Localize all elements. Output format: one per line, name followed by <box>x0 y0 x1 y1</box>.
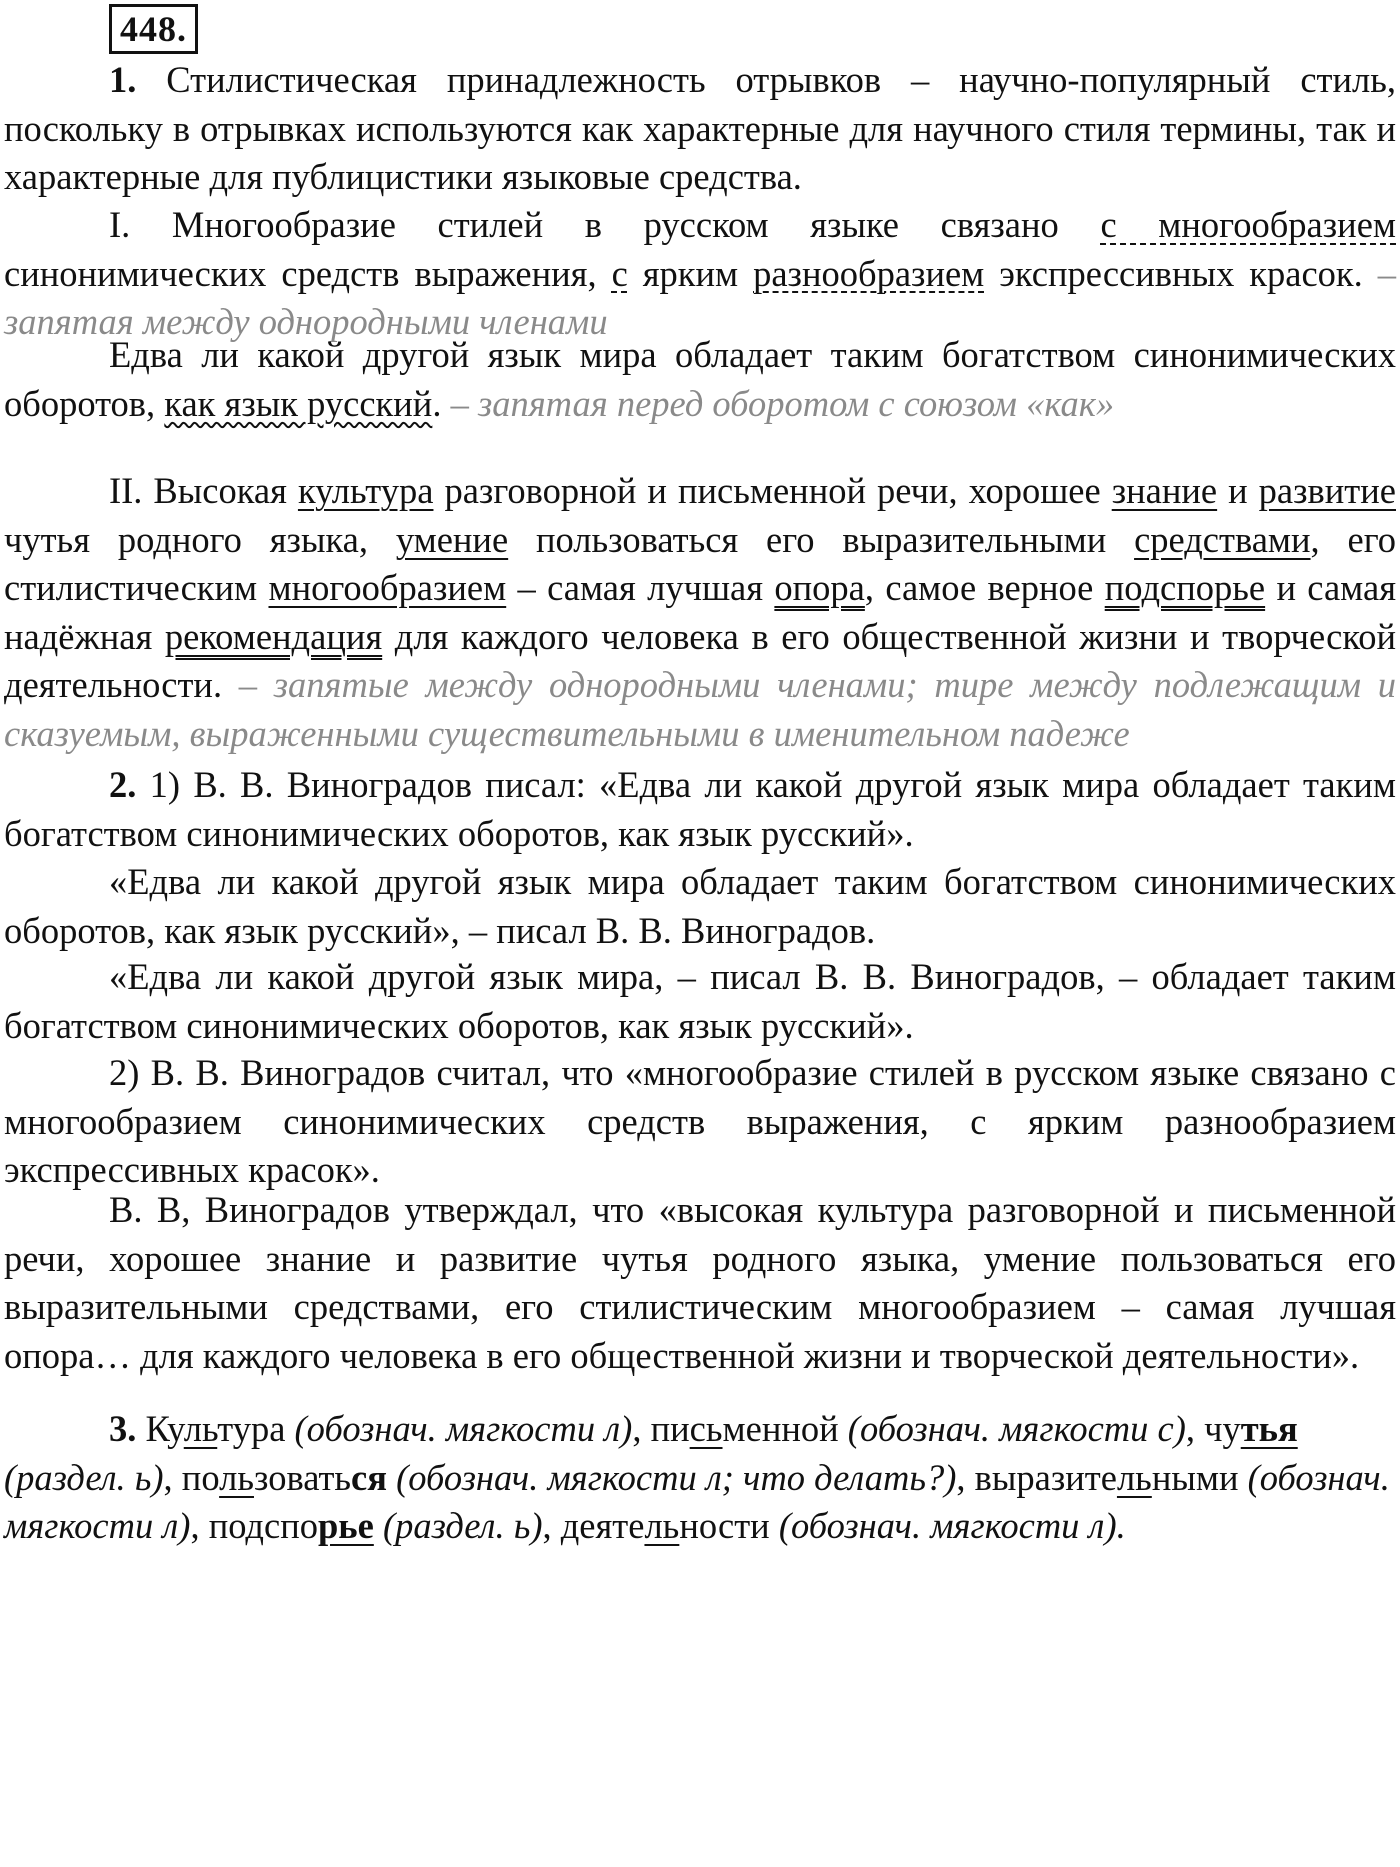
text-run: , пи <box>632 1408 690 1449</box>
text-run: пользоваться его выразительными <box>508 518 1135 560</box>
text-run <box>374 1505 383 1546</box>
object-underlined: с многообразием <box>1100 204 1396 245</box>
text-run: ными <box>1151 1456 1248 1498</box>
text-run: , выразите <box>956 1456 1117 1498</box>
text-run: чутья родного языка, <box>4 518 396 560</box>
text-run: , его стилистическим <box>4 518 1397 608</box>
paragraph-7: «Едва ли какой другой язык мира, – писал В. В. Виноградов, – обладает таким богатством синонимических оборотов, как язык русский». <box>4 956 1396 1046</box>
paragraph-1-text: Стилистическая принадлежность отрывков – научно-популярный стиль, поскольку в отрывках используются как характерные для научного стиля термины, так и характерные для публицистики языковые средства. <box>4 59 1396 197</box>
italic-note: (обознач. мягкости л). <box>778 1505 1126 1546</box>
paragraph-9: В. В, Виноградов утверждал, что «высокая культура разговорной и письменной речи, хорошее знание и развитие чутья родного языка, умение пользоваться его выразительными средствами, его стилистическим многообразием – самая лучшая опора… для каждого человека в его общественной жизни и творческой деятельности». <box>4 1189 1396 1376</box>
text-run: II. Высокая <box>109 470 298 511</box>
paragraph-3 <box>4 331 1396 428</box>
text-run: , по <box>163 1456 220 1498</box>
paragraph-4 <box>4 467 1396 758</box>
italic-note: (обознач. мягкости л) <box>294 1408 633 1449</box>
text-run: менной <box>722 1408 848 1449</box>
italic-note: (раздел. ь) <box>4 1456 164 1498</box>
subject-underlined: умение <box>395 518 509 560</box>
text-run <box>387 1457 396 1498</box>
adverbial-underlined: как язык русский <box>164 382 433 424</box>
subject-underlined: культура <box>297 470 434 511</box>
text-run: , самое верное <box>864 567 1105 608</box>
text-run: . <box>432 382 442 424</box>
marked-letters: рье <box>318 1505 374 1546</box>
marked-letters: ль <box>1116 1456 1152 1498</box>
task-number-3: 3. <box>109 1408 137 1449</box>
grey-comment: – запятая перед оборотом с союзом «как» <box>441 382 1115 424</box>
predicate-underlined: рекомендация <box>164 615 383 657</box>
paragraph-8: 2) В. В. Виноградов считал, что «многообразие стилей в русском языке связано с многообразием синонимических средств выражения, с ярким разнообразием экспрессивных красок». <box>4 1052 1396 1190</box>
text-run: для каждого человека в его общественной жизни и творческой деятельности. <box>4 615 1397 705</box>
task-number-2: 2. <box>109 764 137 805</box>
text-run: зовать <box>253 1456 352 1498</box>
exercise-number: 448. <box>109 4 198 54</box>
italic-note: (обознач. мягкости л) <box>4 1456 1390 1546</box>
marked-letters: тья <box>1240 1408 1298 1449</box>
object-underlined: разнообразием <box>753 252 985 294</box>
grey-comment: – запятая между однородными членами <box>4 252 1396 342</box>
italic-note: (обознач. мягкости л; что делать?) <box>396 1456 957 1498</box>
italic-note: (раздел. ь) <box>382 1505 543 1546</box>
text-run: экспрессивных красок. <box>984 252 1363 294</box>
text-run: тура <box>217 1408 295 1449</box>
paragraph-1 <box>4 56 1396 202</box>
grey-comment: – запятые между однородными членами; тире между подлежащим и сказуемым, выраженными существительными в именительном падеже <box>4 664 1396 754</box>
text-run: – самая лучшая <box>506 567 775 608</box>
subject-underlined: многообразием <box>268 567 507 608</box>
marked-letters: ль <box>219 1456 254 1498</box>
italic-note: (обознач. мягкости с) <box>847 1408 1186 1449</box>
task-number-1: 1. <box>109 59 137 100</box>
text-run: разговорной и письменной речи, хорошее <box>433 470 1112 511</box>
marked-letters: ль <box>644 1505 680 1546</box>
paragraph-10 <box>4 1405 1396 1551</box>
subject-underlined: развитие <box>1258 470 1396 511</box>
text-run: , чу <box>1185 1408 1241 1449</box>
text-run: , подспо <box>190 1505 318 1546</box>
text-run: ности <box>679 1505 779 1546</box>
text-run: , деяте <box>542 1505 645 1546</box>
paragraph-2 <box>4 201 1396 347</box>
text-run: I. Многообразие стилей в русском языке связано <box>109 204 1101 245</box>
text-run: Едва ли какой другой язык мира обладает таким богатством синонимических оборотов, <box>4 334 1396 424</box>
bold-letters: ся <box>351 1456 387 1498</box>
predicate-underlined: подспорье <box>1104 567 1266 608</box>
text-run: синонимических средств выражения, <box>4 252 612 294</box>
subject-underlined: средствами <box>1134 518 1311 560</box>
text-run: Ку <box>136 1408 184 1449</box>
object-underlined: с <box>611 252 628 294</box>
subject-underlined: знание <box>1111 470 1218 511</box>
paragraph-5 <box>4 761 1396 858</box>
paragraph-6: «Едва ли какой другой язык мира обладает таким богатством синонимических оборотов, как язык русский», – писал В. В. Виноградов. <box>4 861 1396 951</box>
text-run: и самая надёжная <box>4 567 1396 657</box>
paragraph-5-text: 1) В. В. Виноградов писал: «Едва ли какой другой язык мира обладает таким богатством синонимических оборотов, как язык русский». <box>4 764 1396 854</box>
predicate-underlined: опора <box>774 567 865 608</box>
marked-letters: ль <box>183 1408 218 1449</box>
text-run: и <box>1217 470 1259 511</box>
marked-letters: сь <box>689 1408 723 1449</box>
text-run: ярким <box>627 252 754 294</box>
